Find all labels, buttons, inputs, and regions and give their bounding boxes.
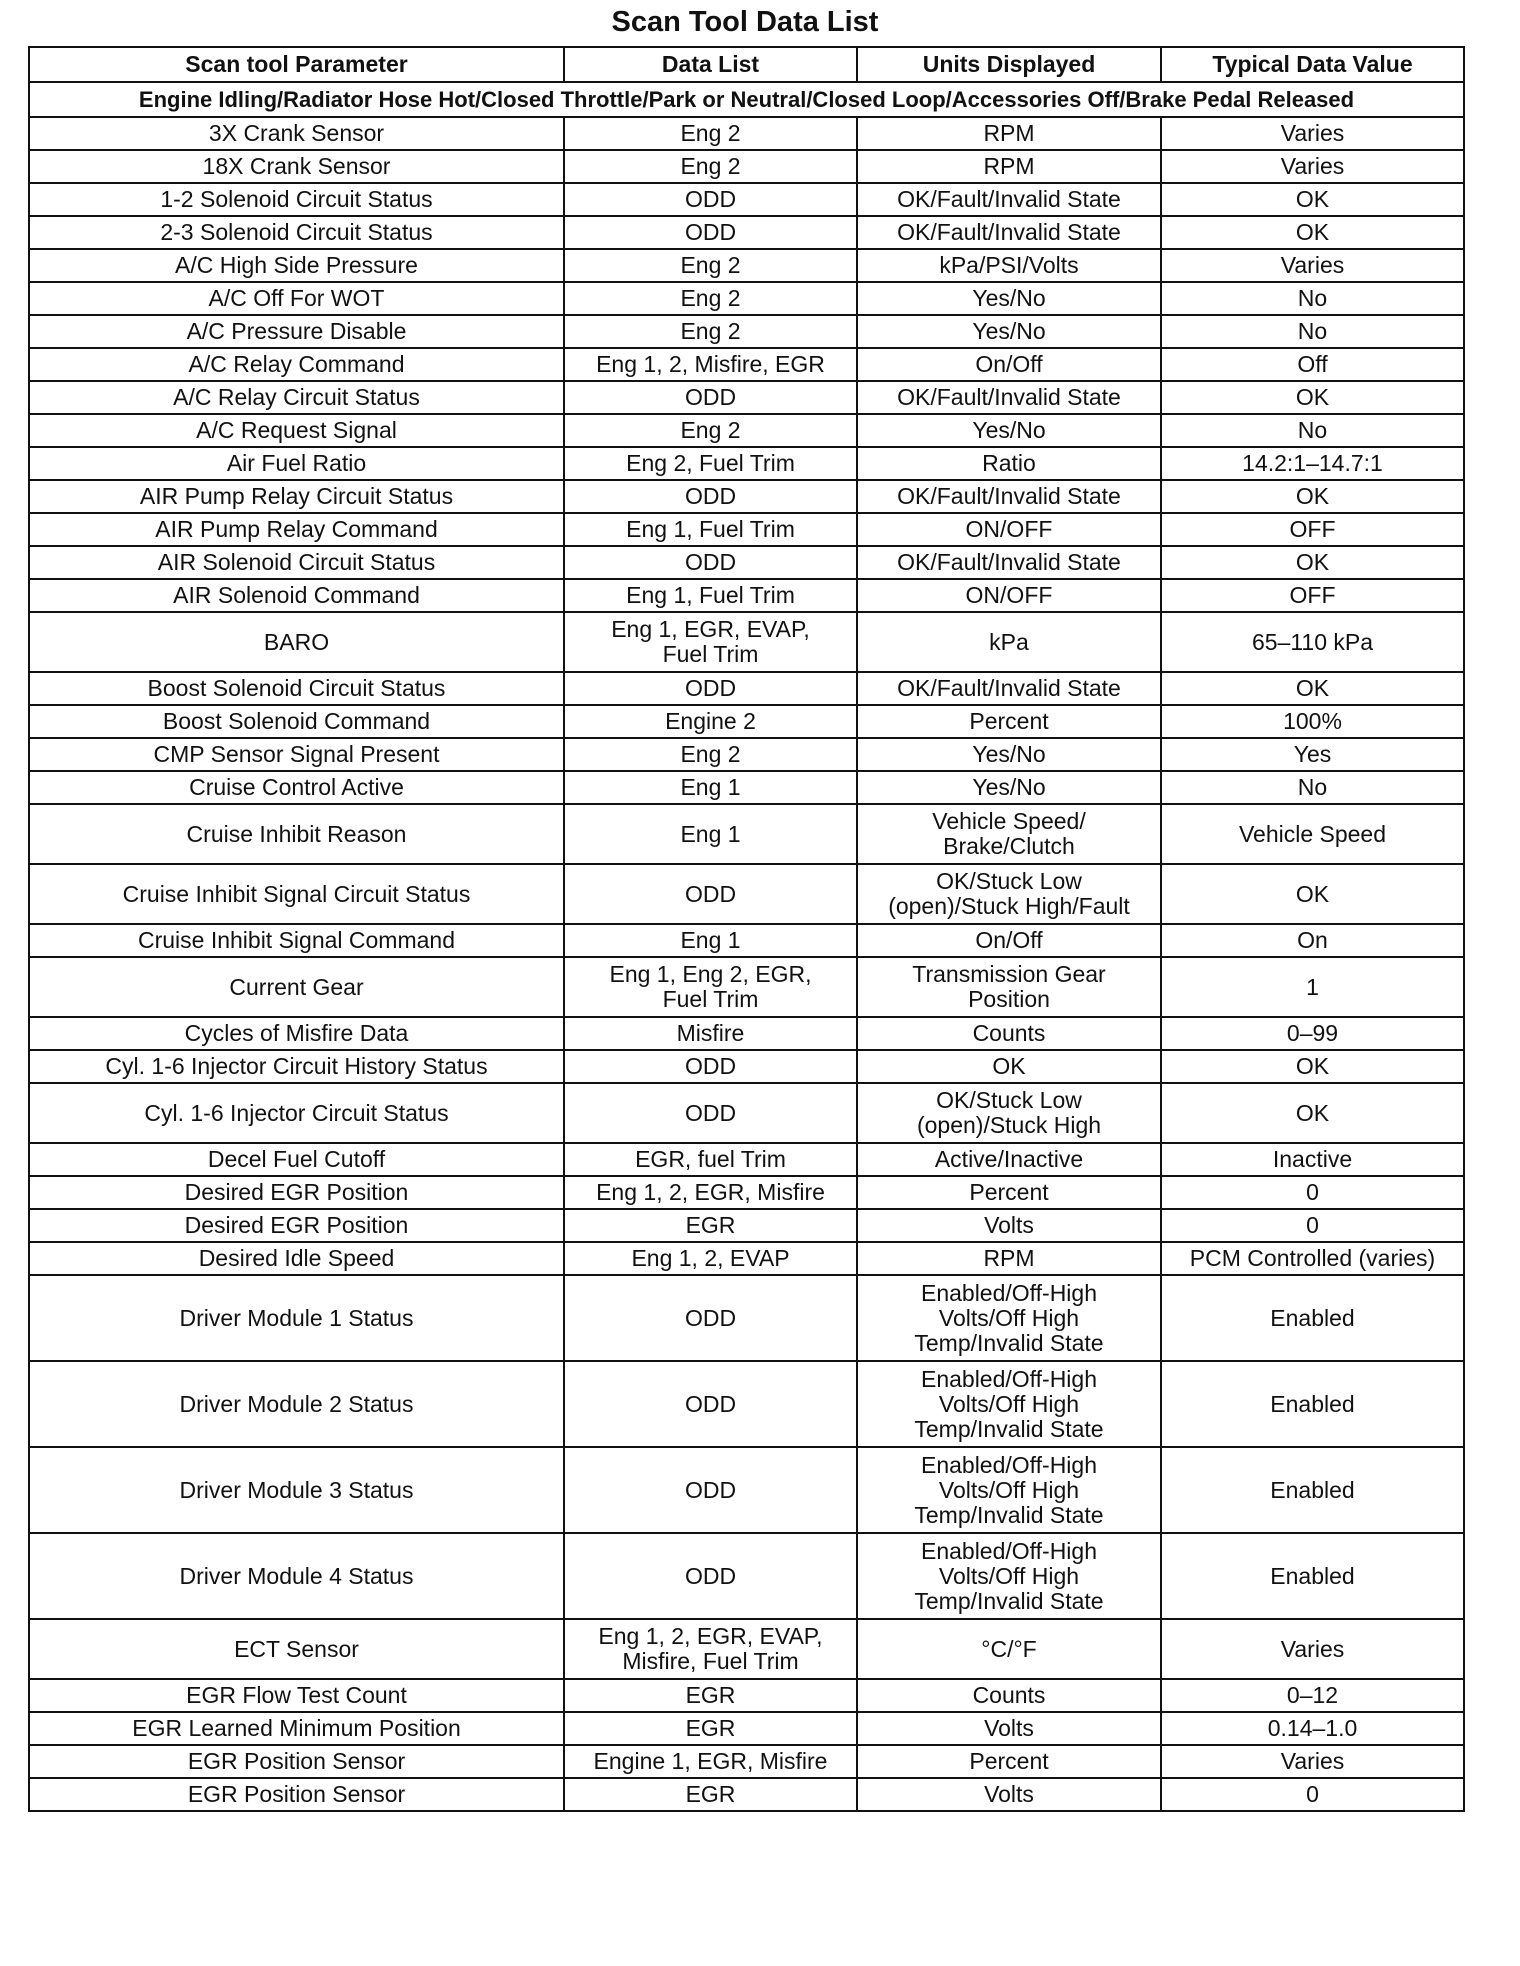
table-row — [29, 117, 1464, 150]
column-header-units: Units Displayed — [857, 47, 1161, 82]
typical-value-cell: Varies — [1161, 249, 1464, 282]
data-list-cell: Eng 2 — [564, 249, 857, 282]
data-list-cell: EGR — [564, 1778, 857, 1811]
parameter-cell: Cycles of Misfire Data — [29, 1017, 564, 1050]
table-row — [29, 546, 1464, 579]
parameter-cell: 18X Crank Sensor — [29, 150, 564, 183]
units-cell: Counts — [857, 1017, 1161, 1050]
data-list-cell: ODD — [564, 216, 857, 249]
typical-value-cell: 0–12 — [1161, 1679, 1464, 1712]
typical-value-cell: 1 — [1161, 957, 1464, 1017]
parameter-cell: Boost Solenoid Command — [29, 705, 564, 738]
table-row — [29, 612, 1464, 672]
parameter-cell: Cruise Inhibit Signal Circuit Status — [29, 864, 564, 924]
parameter-cell: Desired EGR Position — [29, 1176, 564, 1209]
typical-value-cell: No — [1161, 771, 1464, 804]
units-cell: Enabled/Off-High Volts/Off High Temp/Invalid State — [857, 1533, 1161, 1619]
table-row — [29, 864, 1464, 924]
units-cell: Volts — [857, 1778, 1161, 1811]
data-list-cell: ODD — [564, 1083, 857, 1143]
parameter-cell: EGR Flow Test Count — [29, 1679, 564, 1712]
table-row — [29, 1017, 1464, 1050]
data-list-cell: Eng 2, Fuel Trim — [564, 447, 857, 480]
table-row — [29, 738, 1464, 771]
typical-value-cell: OK — [1161, 480, 1464, 513]
typical-value-cell: OK — [1161, 1050, 1464, 1083]
units-cell: Percent — [857, 1176, 1161, 1209]
typical-value-cell: OK — [1161, 546, 1464, 579]
units-cell: OK/Fault/Invalid State — [857, 183, 1161, 216]
table-row — [29, 1083, 1464, 1143]
parameter-cell: Current Gear — [29, 957, 564, 1017]
typical-value-cell: OK — [1161, 672, 1464, 705]
typical-value-cell: Varies — [1161, 1745, 1464, 1778]
data-list-cell: Eng 1, EGR, EVAP, Fuel Trim — [564, 612, 857, 672]
typical-value-cell: Inactive — [1161, 1143, 1464, 1176]
table-row — [29, 447, 1464, 480]
data-list-cell: EGR — [564, 1712, 857, 1745]
typical-value-cell: No — [1161, 414, 1464, 447]
data-list-cell: Eng 1, Eng 2, EGR, Fuel Trim — [564, 957, 857, 1017]
units-cell: On/Off — [857, 348, 1161, 381]
table-row — [29, 216, 1464, 249]
units-cell: Yes/No — [857, 282, 1161, 315]
units-cell: ON/OFF — [857, 579, 1161, 612]
parameter-cell: Cyl. 1-6 Injector Circuit Status — [29, 1083, 564, 1143]
data-list-cell: Eng 1, Fuel Trim — [564, 513, 857, 546]
units-cell: RPM — [857, 117, 1161, 150]
table-row — [29, 513, 1464, 546]
table-row — [29, 1242, 1464, 1275]
units-cell: Vehicle Speed/ Brake/Clutch — [857, 804, 1161, 864]
table-row — [29, 924, 1464, 957]
typical-value-cell: 100% — [1161, 705, 1464, 738]
table-row — [29, 804, 1464, 864]
units-cell: Yes/No — [857, 315, 1161, 348]
data-list-cell: ODD — [564, 672, 857, 705]
data-list-cell: ODD — [564, 480, 857, 513]
typical-value-cell: Enabled — [1161, 1275, 1464, 1361]
data-list-cell: Eng 1 — [564, 804, 857, 864]
column-header-typical-value: Typical Data Value — [1161, 47, 1464, 82]
parameter-cell: Cruise Inhibit Signal Command — [29, 924, 564, 957]
data-list-cell: ODD — [564, 183, 857, 216]
parameter-cell: Driver Module 2 Status — [29, 1361, 564, 1447]
parameter-cell: Cyl. 1-6 Injector Circuit History Status — [29, 1050, 564, 1083]
parameter-cell: A/C Pressure Disable — [29, 315, 564, 348]
parameter-cell: A/C Relay Command — [29, 348, 564, 381]
typical-value-cell: 0 — [1161, 1176, 1464, 1209]
parameter-cell: Boost Solenoid Circuit Status — [29, 672, 564, 705]
typical-value-cell: No — [1161, 282, 1464, 315]
units-cell: Transmission Gear Position — [857, 957, 1161, 1017]
typical-value-cell: Yes — [1161, 738, 1464, 771]
units-cell: OK/Fault/Invalid State — [857, 480, 1161, 513]
data-list-cell: EGR, fuel Trim — [564, 1143, 857, 1176]
units-cell: OK/Fault/Invalid State — [857, 216, 1161, 249]
parameter-cell: A/C Relay Circuit Status — [29, 381, 564, 414]
parameter-cell: Driver Module 1 Status — [29, 1275, 564, 1361]
parameter-cell: CMP Sensor Signal Present — [29, 738, 564, 771]
table-row — [29, 579, 1464, 612]
table-row — [29, 1778, 1464, 1811]
units-cell: RPM — [857, 1242, 1161, 1275]
parameter-cell: A/C Request Signal — [29, 414, 564, 447]
data-list-cell: ODD — [564, 1447, 857, 1533]
data-list-cell: EGR — [564, 1209, 857, 1242]
data-list-cell: Eng 2 — [564, 117, 857, 150]
units-cell: Percent — [857, 705, 1161, 738]
parameter-cell: EGR Position Sensor — [29, 1778, 564, 1811]
units-cell: kPa — [857, 612, 1161, 672]
parameter-cell: A/C High Side Pressure — [29, 249, 564, 282]
typical-value-cell: OK — [1161, 381, 1464, 414]
units-cell: kPa/PSI/Volts — [857, 249, 1161, 282]
typical-value-cell: 0.14–1.0 — [1161, 1712, 1464, 1745]
table-row — [29, 1679, 1464, 1712]
units-cell: Yes/No — [857, 738, 1161, 771]
parameter-cell: AIR Pump Relay Circuit Status — [29, 480, 564, 513]
typical-value-cell: PCM Controlled (varies) — [1161, 1242, 1464, 1275]
table-row — [29, 348, 1464, 381]
typical-value-cell: OFF — [1161, 513, 1464, 546]
typical-value-cell: OK — [1161, 216, 1464, 249]
parameter-cell: ECT Sensor — [29, 1619, 564, 1679]
parameter-cell: AIR Pump Relay Command — [29, 513, 564, 546]
units-cell: Ratio — [857, 447, 1161, 480]
data-list-cell: Eng 2 — [564, 282, 857, 315]
typical-value-cell: OFF — [1161, 579, 1464, 612]
parameter-cell: Cruise Control Active — [29, 771, 564, 804]
data-list-cell: ODD — [564, 1050, 857, 1083]
parameter-cell: Air Fuel Ratio — [29, 447, 564, 480]
units-cell: OK/Fault/Invalid State — [857, 381, 1161, 414]
units-cell: Volts — [857, 1209, 1161, 1242]
table-row — [29, 1176, 1464, 1209]
parameter-cell: 2-3 Solenoid Circuit Status — [29, 216, 564, 249]
typical-value-cell: 14.2:1–14.7:1 — [1161, 447, 1464, 480]
typical-value-cell: Varies — [1161, 1619, 1464, 1679]
data-list-cell: ODD — [564, 1533, 857, 1619]
typical-value-cell: 0–99 — [1161, 1017, 1464, 1050]
parameter-cell: AIR Solenoid Command — [29, 579, 564, 612]
typical-value-cell: On — [1161, 924, 1464, 957]
table-row — [29, 150, 1464, 183]
table-row — [29, 1050, 1464, 1083]
data-list-cell: Eng 2 — [564, 738, 857, 771]
units-cell: On/Off — [857, 924, 1161, 957]
units-cell: Volts — [857, 1712, 1161, 1745]
scan-tool-data-table — [28, 46, 1465, 1812]
units-cell: Active/Inactive — [857, 1143, 1161, 1176]
parameter-cell: EGR Position Sensor — [29, 1745, 564, 1778]
table-row — [29, 1745, 1464, 1778]
table-row — [29, 1209, 1464, 1242]
data-list-cell: Misfire — [564, 1017, 857, 1050]
typical-value-cell: OK — [1161, 1083, 1464, 1143]
data-list-cell: ODD — [564, 546, 857, 579]
table-row — [29, 1361, 1464, 1447]
data-list-cell: Eng 1, 2, EVAP — [564, 1242, 857, 1275]
table-row — [29, 672, 1464, 705]
parameter-cell: A/C Off For WOT — [29, 282, 564, 315]
typical-value-cell: Varies — [1161, 150, 1464, 183]
units-cell: Yes/No — [857, 414, 1161, 447]
typical-value-cell: Varies — [1161, 117, 1464, 150]
data-list-cell: Eng 1, 2, Misfire, EGR — [564, 348, 857, 381]
table-row — [29, 1275, 1464, 1361]
typical-value-cell: 0 — [1161, 1778, 1464, 1811]
data-list-cell: Eng 1, 2, EGR, EVAP, Misfire, Fuel Trim — [564, 1619, 857, 1679]
units-cell: Enabled/Off-High Volts/Off High Temp/Invalid State — [857, 1275, 1161, 1361]
data-list-cell: ODD — [564, 864, 857, 924]
units-cell: RPM — [857, 150, 1161, 183]
table-row — [29, 282, 1464, 315]
table-row — [29, 183, 1464, 216]
data-list-cell: Eng 2 — [564, 414, 857, 447]
units-cell: ON/OFF — [857, 513, 1161, 546]
parameter-cell: 3X Crank Sensor — [29, 117, 564, 150]
units-cell: Enabled/Off-High Volts/Off High Temp/Invalid State — [857, 1447, 1161, 1533]
column-header-parameter: Scan tool Parameter — [29, 47, 564, 82]
data-list-cell: ODD — [564, 381, 857, 414]
units-cell: OK/Stuck Low (open)/Stuck High/Fault — [857, 864, 1161, 924]
typical-value-cell: OK — [1161, 183, 1464, 216]
units-cell: OK/Fault/Invalid State — [857, 546, 1161, 579]
typical-value-cell: No — [1161, 315, 1464, 348]
typical-value-cell: 65–110 kPa — [1161, 612, 1464, 672]
table-row — [29, 381, 1464, 414]
table-row — [29, 1533, 1464, 1619]
units-cell: °C/°F — [857, 1619, 1161, 1679]
table-row — [29, 414, 1464, 447]
units-cell: Counts — [857, 1679, 1161, 1712]
table-row — [29, 771, 1464, 804]
parameter-cell: EGR Learned Minimum Position — [29, 1712, 564, 1745]
parameter-cell: AIR Solenoid Circuit Status — [29, 546, 564, 579]
parameter-cell: BARO — [29, 612, 564, 672]
condition-row — [29, 82, 1464, 117]
parameter-cell: Driver Module 4 Status — [29, 1533, 564, 1619]
data-list-cell: Eng 2 — [564, 150, 857, 183]
typical-value-cell: OK — [1161, 864, 1464, 924]
units-cell: Enabled/Off-High Volts/Off High Temp/Invalid State — [857, 1361, 1161, 1447]
table-row — [29, 315, 1464, 348]
data-list-cell: Eng 1, 2, EGR, Misfire — [564, 1176, 857, 1209]
table-row — [29, 1143, 1464, 1176]
data-list-cell: Eng 1, Fuel Trim — [564, 579, 857, 612]
parameter-cell: Driver Module 3 Status — [29, 1447, 564, 1533]
data-list-cell: Eng 1 — [564, 924, 857, 957]
units-cell: Yes/No — [857, 771, 1161, 804]
typical-value-cell: Enabled — [1161, 1533, 1464, 1619]
units-cell: OK/Stuck Low (open)/Stuck High — [857, 1083, 1161, 1143]
typical-value-cell: Enabled — [1161, 1361, 1464, 1447]
units-cell: OK — [857, 1050, 1161, 1083]
typical-value-cell: Off — [1161, 348, 1464, 381]
typical-value-cell: 0 — [1161, 1209, 1464, 1242]
data-list-cell: Engine 2 — [564, 705, 857, 738]
test-condition: Engine Idling/Radiator Hose Hot/Closed Throttle/Park or Neutral/Closed Loop/Accessories Off/Brake Pedal Released — [29, 82, 1464, 117]
data-list-cell: Eng 1 — [564, 771, 857, 804]
table-row — [29, 705, 1464, 738]
header-row — [29, 47, 1464, 82]
units-cell: OK/Fault/Invalid State — [857, 672, 1161, 705]
parameter-cell: 1-2 Solenoid Circuit Status — [29, 183, 564, 216]
table-row — [29, 1447, 1464, 1533]
table-row — [29, 1619, 1464, 1679]
parameter-cell: Cruise Inhibit Reason — [29, 804, 564, 864]
data-list-cell: Engine 1, EGR, Misfire — [564, 1745, 857, 1778]
table-row — [29, 480, 1464, 513]
data-list-cell: EGR — [564, 1679, 857, 1712]
parameter-cell: Desired EGR Position — [29, 1209, 564, 1242]
column-header-data-list: Data List — [564, 47, 857, 82]
data-list-cell: Eng 2 — [564, 315, 857, 348]
table-body — [29, 117, 1464, 1811]
typical-value-cell: Vehicle Speed — [1161, 804, 1464, 864]
units-cell: Percent — [857, 1745, 1161, 1778]
parameter-cell: Decel Fuel Cutoff — [29, 1143, 564, 1176]
table-row — [29, 1712, 1464, 1745]
data-list-cell: ODD — [564, 1361, 857, 1447]
typical-value-cell: Enabled — [1161, 1447, 1464, 1533]
page-title: Scan Tool Data List — [611, 6, 879, 38]
data-list-cell: ODD — [564, 1275, 857, 1361]
parameter-cell: Desired Idle Speed — [29, 1242, 564, 1275]
table-row — [29, 249, 1464, 282]
table-row — [29, 957, 1464, 1017]
